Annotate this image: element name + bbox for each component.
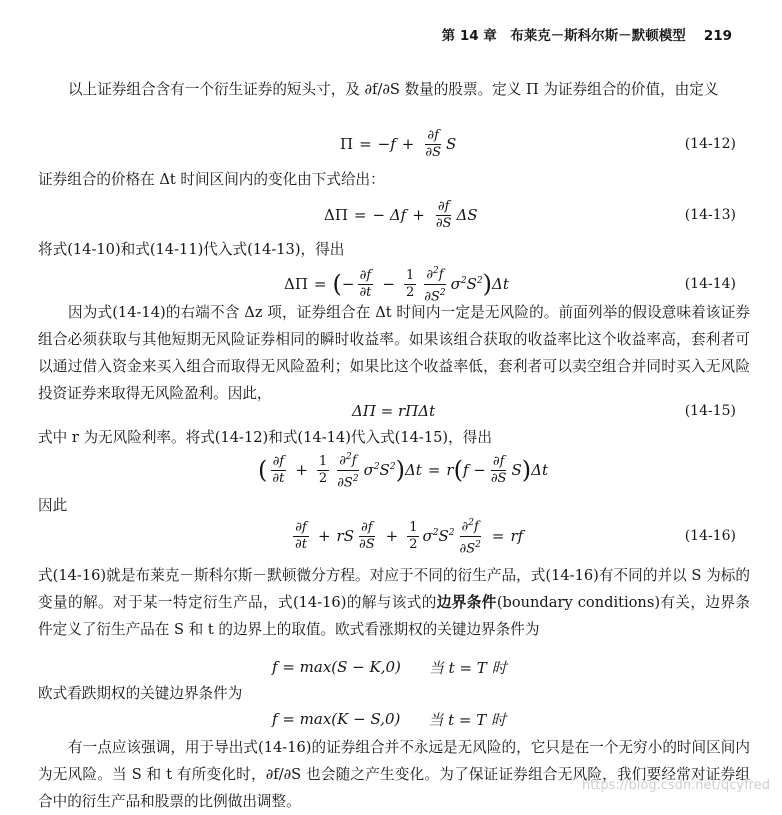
watermark: https://blog.csdn.net/qcyfred [581,778,770,793]
equation-14-15 [0,398,782,424]
chapter-title: 第 14 章 布莱克－斯科尔斯－默顿模型 [441,28,686,44]
equation-14-13-body: ΔΠ = − Δf + $\frac{\partial f}{\partial S}$ ΔS [324,198,478,231]
equation-14-13 [0,195,782,235]
paragraph-bsm-text-b: (boundary conditions)有关，边界条件定义了衍生产品在 S 和 t 的边界上的取值。欧式看涨期权的关键边界条件为 [38,594,750,638]
running-header [442,24,732,44]
equation-14-16-body: $\frac{\partial f}{\partial t}$ + rS $\frac{\partial f}{\partial S}$ + $\frac{1}{2}$ $\sigma^2S^2$ $\frac{\partial^2f}{\partial S^2}$ = rf [290,516,523,556]
equation-14-16 [0,516,782,556]
equation-14-14-number: (14-14) [684,276,736,292]
equation-unnumbered [0,450,782,490]
paragraph-put-condition: 欧式看跌期权的关键边界条件为 [38,685,243,702]
boundary-conditions-term: 边界条件 [436,594,497,611]
paragraph-therefore: 因此 [38,497,68,514]
put-condition-when: 当 t = T 时 [428,710,507,729]
put-boundary-condition [0,706,782,732]
equation-14-12-number: (14-12) [684,136,736,152]
paragraph-riskless-argument: 因为式(14-14)的右端不含 Δz 项，证券组合在 Δt 时间内一定是无风险的。前面列举的假设意味着该证券组合必须获取与其他短期无风险证券相同的瞬时收益率。如果该组合获取的收益率比这个收益率高，套利者可以通过借入资金来买入组合而取得无风险盈利；如果比这个收益率低，套利者可以卖空组合并同时买入无风险投资证券来取得无风险盈利。因此， [38,304,750,402]
equation-14-12-body: Π = −f + $\frac{\partial f}{\partial S}$ S [340,127,457,160]
equation-unnumbered-body: ( $\frac{\partial f}{\partial t}$ + $\frac{1}{2}$ $\frac{\partial^2f}{\partial S^2}$ $\sigma^2S^2$ ) Δt = r ( f − $\frac{\partial f}{\partial S}$ S ) Δt [258,450,548,490]
equation-14-15-number: (14-15) [684,403,736,419]
equation-14-16-number: (14-16) [684,528,736,544]
paragraph-bsm-equation [38,562,750,643]
put-condition-expression: f = max(K − S,0) [272,710,401,728]
equation-14-14-body: ΔΠ = ( − $\frac{\partial f}{\partial t}$ − $\frac{1}{2}$ $\frac{\partial^2f}{\partial S^2}$ $\sigma^2S^2$ ) Δt [284,264,509,304]
equation-14-14 [0,264,782,304]
paragraph-bsm-text-a: 式(14-16)就是布莱克－斯科尔斯－默顿微分方程。对应于不同的衍生产品，式(14-16)有不同的并以 S 为标的变量的解。对于某一特定衍生产品，式(14-16)的解与该式的 [38,567,750,611]
page-number: 219 [703,28,732,44]
equation-14-15-body: ΔΠ = rΠΔt [352,402,436,420]
paragraph-substitution-1: 将式(14-10)和式(14-11)代入式(14-13)，得出 [38,241,345,258]
call-condition-expression: f = max(S − K,0) [272,658,401,676]
equation-14-12 [0,124,782,164]
paragraph-substitution-2: 式中 r 为无风险利率。将式(14-12)和式(14-14)代入式(14-15)，得出 [38,429,492,446]
call-boundary-condition [0,654,782,680]
equation-14-13-number: (14-13) [684,207,736,223]
paragraph-portfolio-change: 证券组合的价格在 Δt 时间区间内的变化由下式给出： [38,171,385,188]
call-condition-when: 当 t = T 时 [428,658,507,677]
paragraph-rebalancing: 有一点应该强调，用于导出式(14-16)的证券组合并不永远是无风险的，它只是在一个无穷小的时间区间内为无风险。当 S 和 t 有所变化时，∂f/∂S 也会随之产生变化。为了保证证券组合无风险，我们要经常对证券组合中的衍生产品和股票的比例做出调整。 [38,739,750,810]
paragraph-portfolio-definition: 以上证券组合含有一个衍生证券的短头寸，及 ∂f/∂S 数量的股票。定义 Π 为证券组合的价值，由定义 [68,81,719,98]
